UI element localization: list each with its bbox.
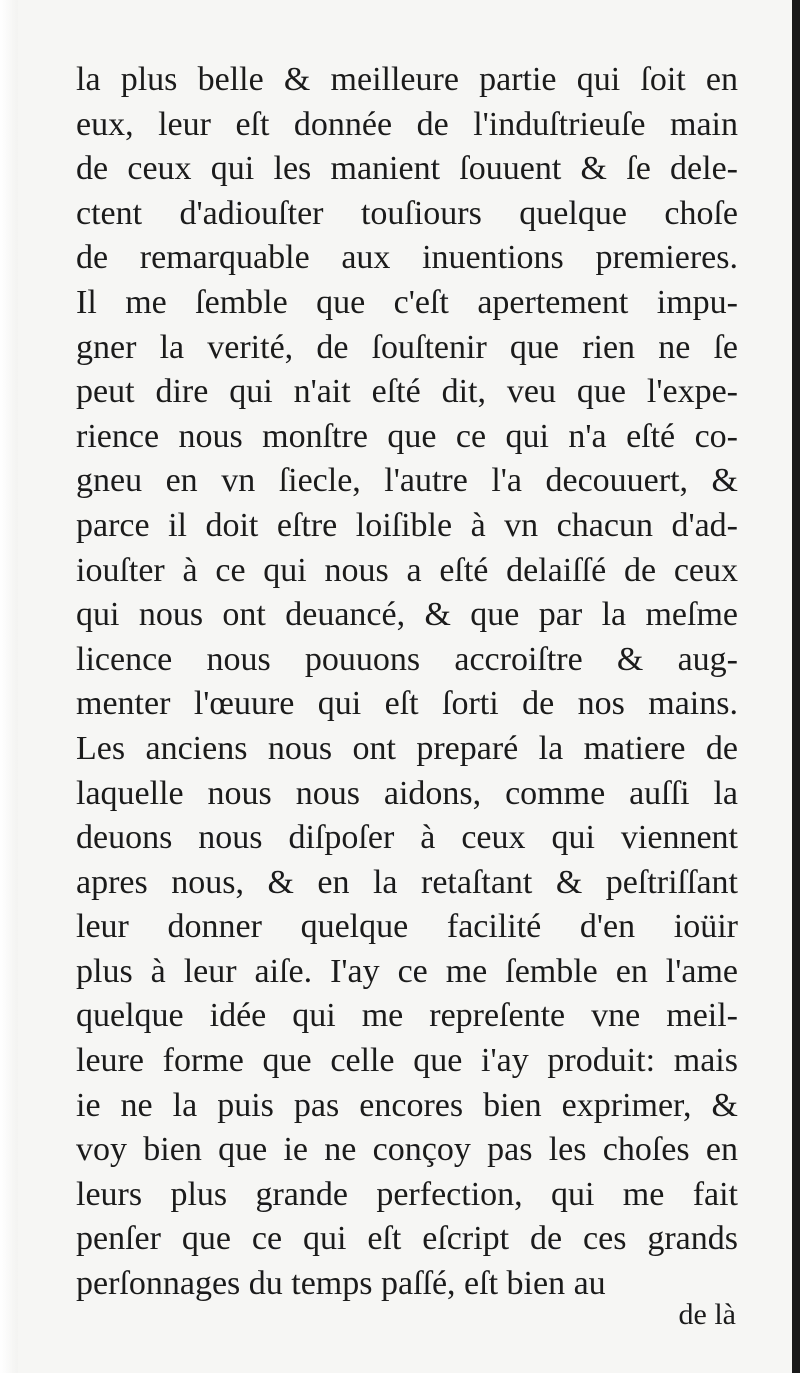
page-left-margin: [0, 0, 18, 1373]
text-line: de ceux qui les manient ſouuent & ſe dele-: [76, 150, 738, 188]
text-line: perſonnages du temps paſſé, eſt bien au: [76, 1265, 606, 1303]
text-line: leure forme que celle que i'ay produit: mais: [76, 1042, 738, 1080]
text-line: qui nous ont deuancé, & que par la meſme: [76, 596, 738, 634]
text-line: de remarquable aux inuentions premieres.: [76, 239, 738, 277]
text-line: gner la verité, de ſouſtenir que rien ne ſe: [76, 328, 738, 366]
text-line: deuons nous diſpoſer à ceux qui viennent: [76, 819, 738, 857]
text-line: voy bien que ie ne conçoy pas les choſes en: [76, 1131, 738, 1169]
text-line: la plus belle & meilleure partie qui ſoit en: [76, 61, 738, 98]
text-line: ie ne la puis pas encores bien exprimer, &: [76, 1086, 738, 1124]
text-line: iouſter à ce qui nous a eſté delaiſſé de ceux: [76, 551, 738, 589]
text-line: peut dire qui n'ait eſté dit, veu que l'expe-: [76, 373, 738, 411]
text-line: licence nous pouuons accroiſtre & aug-: [76, 640, 738, 678]
text-line: Les anciens nous ont preparé la matiere de: [76, 729, 738, 767]
text-line: penſer que ce qui eſt eſcript de ces grands: [76, 1220, 738, 1258]
catchword: de là: [678, 1298, 736, 1331]
text-line: ctent d'adiouſter touſiours quelque choſe: [76, 194, 738, 232]
text-line: quelque idée qui me repreſente vne meil-: [76, 997, 738, 1035]
text-line: Il me ſemble que c'eſt apertement impu-: [76, 283, 738, 321]
page-right-edge: [792, 0, 800, 1373]
text-line: leur donner quelque facilité d'en ioüir: [76, 908, 738, 946]
text-line: menter l'œuure qui eſt ſorti de nos mains.: [76, 685, 738, 723]
text-line: gneu en vn ſiecle, l'autre l'a decouuert, &: [76, 462, 738, 500]
text-line: eux, leur eſt donnée de l'induſtrieuſe main: [76, 105, 738, 143]
text-line: leurs plus grande perfection, qui me fait: [76, 1175, 738, 1213]
text-line: rience nous monſtre que ce qui n'a eſté co-: [76, 417, 738, 455]
text-line: parce il doit eſtre loiſible à vn chacun d'ad-: [76, 506, 738, 544]
body-text: [76, 58, 738, 1307]
text-line: laquelle nous nous aidons, comme auſſi la: [76, 774, 738, 812]
text-line: plus à leur aiſe. I'ay ce me ſemble en l'ame: [76, 952, 738, 990]
text-line: apres nous, & en la retaſtant & peſtriſſant: [76, 863, 738, 901]
